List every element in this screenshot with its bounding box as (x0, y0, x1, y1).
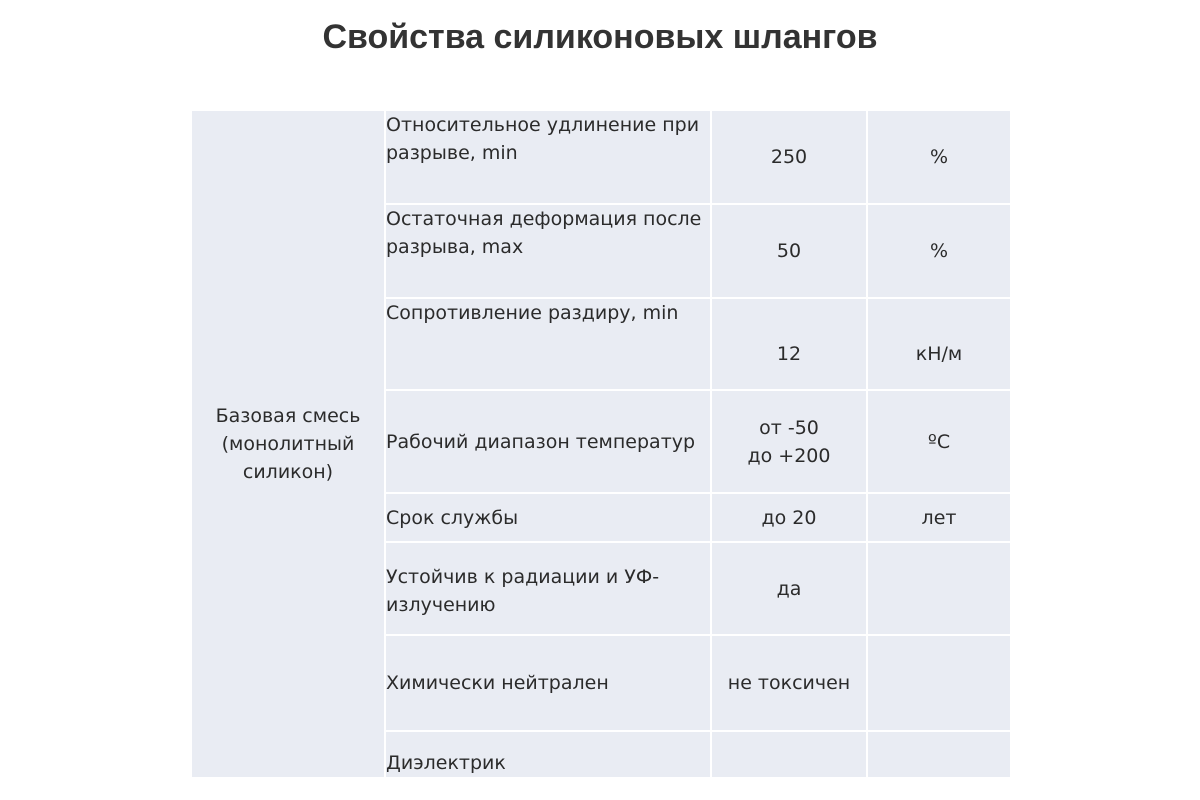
property-cell: Диэлектрик (385, 731, 711, 778)
value-cell: до 20 (711, 493, 867, 542)
page-title: Свойства силиконовых шлангов (322, 18, 878, 56)
unit-cell: кН/м (867, 298, 1011, 390)
value-cell: 12 (711, 298, 867, 390)
value-cell (711, 390, 867, 493)
unit-cell: ºС (867, 390, 1011, 493)
property-cell: Химически нейтрален (385, 635, 711, 731)
value-cell: 50 (711, 204, 867, 298)
property-cell: Сопротивление раздиру, min (385, 298, 711, 390)
property-cell: Срок службы (385, 493, 711, 542)
value-cell: 250 (711, 110, 867, 204)
unit-cell: лет (867, 493, 1011, 542)
property-cell: Рабочий диапазон температур (385, 390, 711, 493)
table-row (191, 110, 1011, 204)
properties-table (190, 109, 1012, 779)
unit-cell: % (867, 110, 1011, 204)
unit-cell: % (867, 204, 1011, 298)
group-label: Базовая смесь (монолитный силикон) (215, 405, 361, 483)
value-cell: не токсичен (711, 635, 867, 731)
value-text: от -50 до +200 (747, 416, 831, 467)
unit-cell (867, 731, 1011, 778)
unit-cell (867, 635, 1011, 731)
value-cell (711, 731, 867, 778)
value-cell: да (711, 542, 867, 635)
group-label-cell (191, 110, 385, 778)
unit-cell (867, 542, 1011, 635)
property-cell: Остаточная деформация после разрыва, max (385, 204, 711, 298)
property-cell: Устойчив к радиации и УФ-излучению (385, 542, 711, 635)
property-cell: Относительное удлинение при разрыве, min (385, 110, 711, 204)
